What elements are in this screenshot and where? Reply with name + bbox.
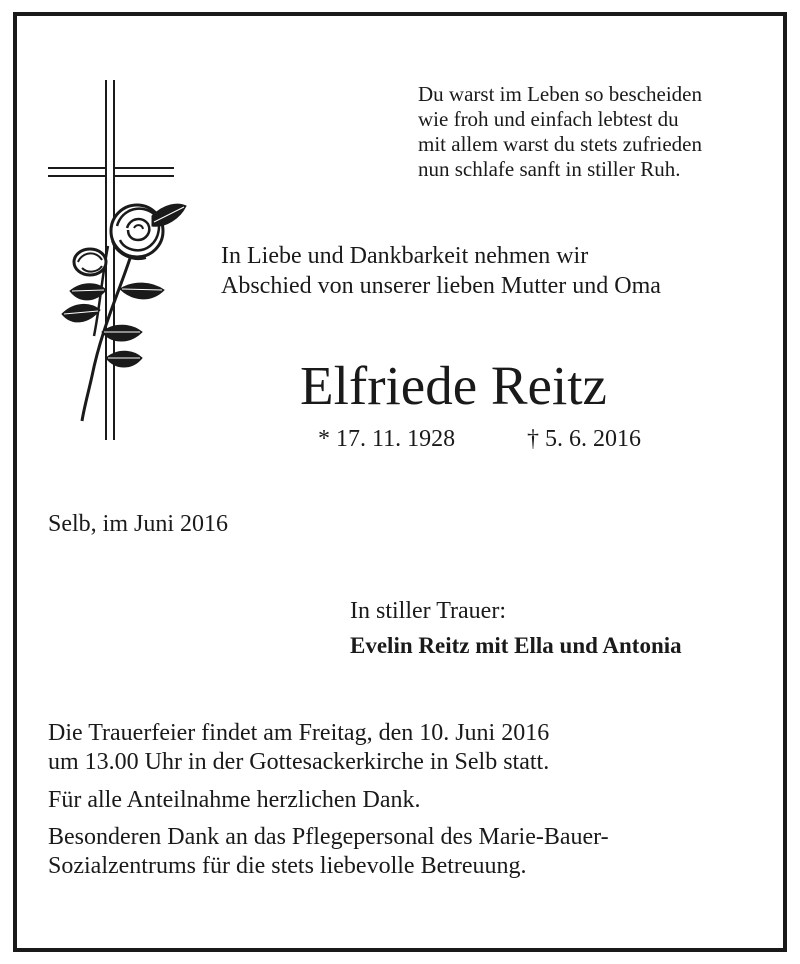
funeral-info (48, 719, 549, 777)
poem-line: wie froh und einfach lebtest du (418, 107, 679, 131)
intro-line: Abschied von unserer lieben Mutter und Oma (221, 273, 661, 299)
poem-line: mit allem warst du stets zufrieden (418, 132, 703, 156)
special-thanks-line: Besonderen Dank an das Pflegepersonal des Marie-Bauer- (48, 824, 609, 850)
mourners-label: In stiller Trauer: (350, 598, 506, 624)
poem-line: nun schlafe sanft in stiller Ruh. (418, 157, 681, 181)
cross-and-rose-emblem (42, 76, 192, 446)
mourners-names: Evelin Reitz mit Ella und Antonia (350, 633, 682, 658)
special-thanks-line: Sozialzentrums für die stets liebevolle Betreuung. (48, 853, 527, 879)
rose-icon (62, 204, 186, 421)
funeral-line: Die Trauerfeier findet am Freitag, den 10. Juni 2016 (48, 720, 550, 746)
poem (418, 82, 702, 182)
poem-line: Du warst im Leben so bescheiden (418, 82, 703, 106)
death-date: † 5. 6. 2016 (527, 426, 641, 452)
intro-text (221, 241, 661, 301)
special-thanks (48, 823, 609, 881)
thanks-text: Für alle Anteilnahme herzlichen Dank. (48, 787, 421, 813)
birth-date: * 17. 11. 1928 (318, 426, 456, 452)
place-and-date: Selb, im Juni 2016 (48, 511, 229, 537)
funeral-line: um 13.00 Uhr in der Gottesackerkirche in Selb statt. (48, 749, 550, 775)
intro-line: In Liebe und Dankbarkeit nehmen wir (221, 243, 589, 269)
deceased-name: Elfriede Reitz (300, 355, 607, 416)
cross-icon (48, 80, 174, 440)
